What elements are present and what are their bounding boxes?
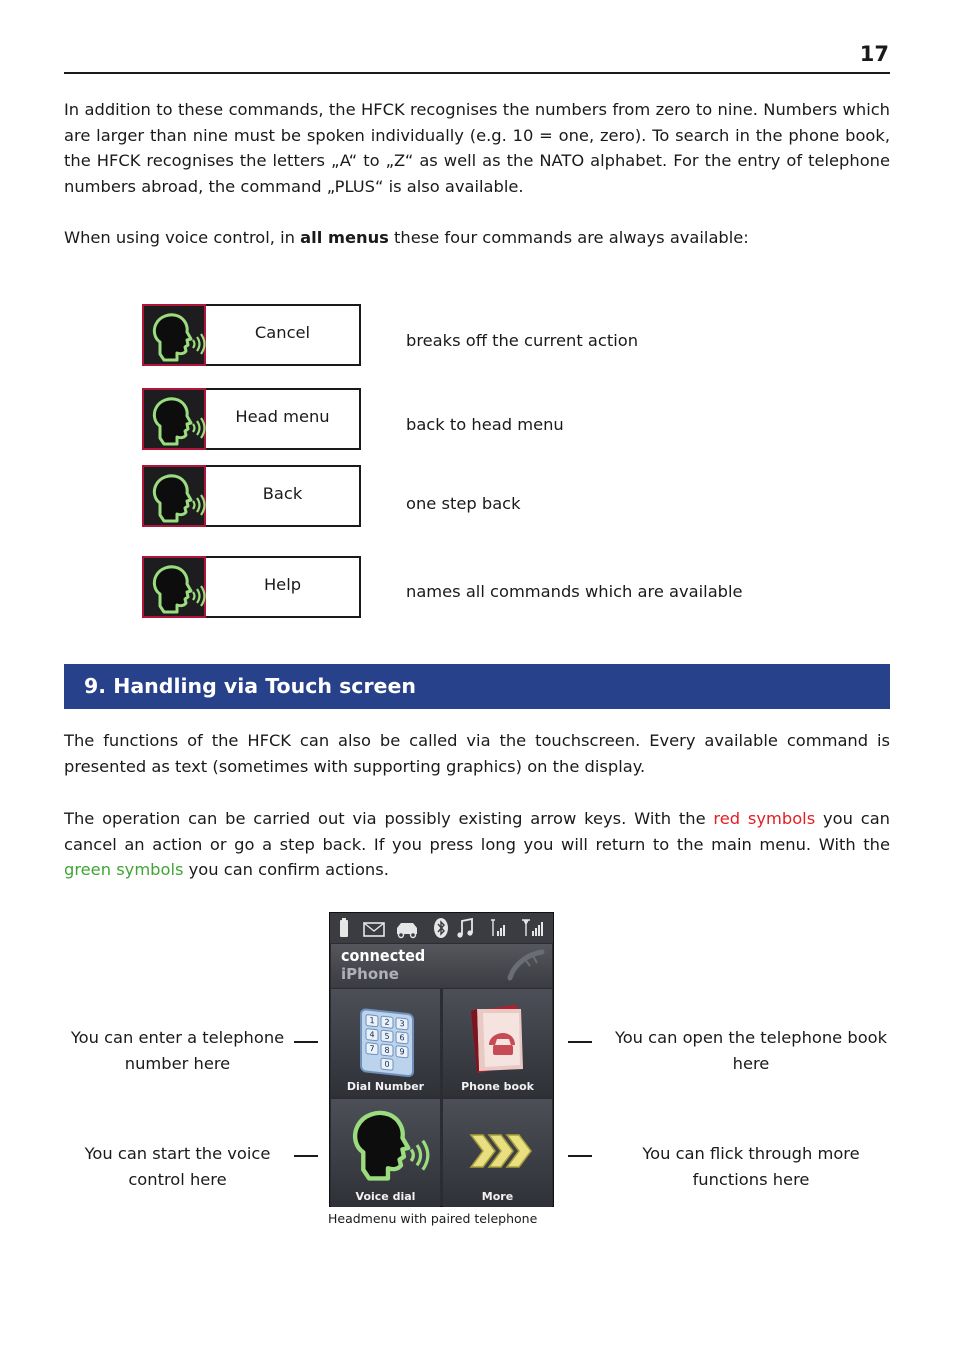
figure-caption: Headmenu with paired telephone — [328, 1211, 538, 1226]
status-bar — [330, 913, 553, 943]
svg-text:1: 1 — [369, 1015, 375, 1026]
callout-connector — [294, 1155, 318, 1157]
page-number: 17 — [859, 42, 889, 66]
command-label: Cancel — [254, 322, 311, 342]
connection-status-panel — [331, 944, 552, 988]
command-box-head-menu — [142, 388, 361, 450]
antenna-signal-icon — [522, 920, 543, 936]
text-run: When using voice control, in — [64, 228, 301, 247]
signal-bars-icon — [491, 920, 505, 936]
phone-book-tile[interactable] — [443, 989, 552, 1097]
head-menu-screen — [329, 912, 554, 1207]
voice-head-icon — [142, 556, 206, 618]
voice-head-icon — [142, 388, 206, 450]
text-run: The operation can be carried out via possibly existing arrow keys. With the — [64, 809, 714, 828]
dial-number-tile[interactable] — [331, 989, 440, 1097]
callout-connector — [568, 1041, 592, 1043]
more-tile[interactable] — [443, 1099, 552, 1207]
command-label: Head menu — [235, 406, 330, 426]
callout-dial-number: You can enter a telephone number here — [70, 1028, 285, 1073]
command-label: Help — [263, 574, 302, 594]
voice-head-icon — [142, 304, 206, 366]
section-paragraph-symbols — [64, 806, 890, 883]
svg-text:0: 0 — [384, 1059, 390, 1069]
tile-label: Dial Number — [346, 1080, 425, 1093]
callout-connector — [294, 1041, 318, 1043]
command-description: back to head menu — [406, 415, 564, 434]
callout-voice-dial: You can start the voice control here — [84, 1144, 271, 1189]
voice-dial-tile[interactable] — [331, 1099, 440, 1207]
svg-text:3: 3 — [399, 1019, 405, 1029]
green-symbols-text: green symbols — [64, 860, 184, 880]
svg-text:7: 7 — [369, 1043, 375, 1054]
section-heading-bar — [64, 664, 890, 709]
command-label: Back — [262, 483, 303, 503]
connection-status-title: connected — [341, 946, 426, 965]
header-rule — [64, 72, 890, 74]
emphasis-all-menus: all menus — [300, 228, 389, 247]
section-title: 9. Handling via Touch screen — [84, 674, 416, 698]
svg-text:9: 9 — [399, 1047, 405, 1057]
voice-head-icon — [142, 465, 206, 527]
intro-paragraph: In addition to these commands, the HFCK recognises the numbers from zero to nine. Numbers which are larger than nine must be spoken individually (e.g. 10 = one, zero). To search in the phone book, the HFCK recognises the letters „A“ to „Z“ as well as the NATO alphabet. For the entry of telephone numbers abroad, the command „PLUS“ is also available. — [64, 100, 890, 196]
svg-text:2: 2 — [384, 1017, 390, 1027]
phone-handset-watermark-icon — [502, 948, 548, 984]
svg-text:5: 5 — [384, 1031, 390, 1041]
callout-connector — [568, 1155, 592, 1157]
svg-text:8: 8 — [384, 1045, 390, 1055]
music-icon — [457, 919, 472, 938]
callout-phone-book: You can open the telephone book here — [614, 1028, 888, 1073]
section-paragraph: The functions of the HFCK can also be called via the touchscreen. Every available command is presented as text (sometimes with supporting graphics) on the display. — [64, 731, 890, 776]
command-box-help — [142, 556, 361, 618]
red-symbols-text: red symbols — [713, 809, 816, 828]
text-run: you can confirm actions. — [183, 860, 389, 880]
command-description: breaks off the current action — [406, 331, 639, 350]
intro-paragraph-commands — [64, 225, 890, 251]
battery-icon — [340, 918, 348, 937]
connected-device-name: iPhone — [341, 965, 399, 983]
command-description: names all commands which are available — [406, 582, 743, 601]
svg-text:6: 6 — [399, 1033, 405, 1043]
svg-text:4: 4 — [369, 1029, 375, 1040]
car-icon — [397, 923, 417, 938]
callout-more: You can flick through more functions here — [642, 1144, 860, 1189]
tile-label: Phone book — [461, 1080, 534, 1093]
text-run: these four commands are always available: — [388, 228, 749, 247]
message-icon — [364, 923, 384, 936]
bluetooth-icon — [434, 918, 448, 938]
tile-label: Voice dial — [355, 1190, 416, 1203]
command-description: one step back — [406, 494, 521, 513]
text-run: you can cancel an action or go a step back. If you press long you will return to the main menu. With the — [64, 809, 890, 854]
command-box-cancel — [142, 304, 361, 366]
command-box-back — [142, 465, 361, 527]
tile-label: More — [481, 1190, 514, 1203]
